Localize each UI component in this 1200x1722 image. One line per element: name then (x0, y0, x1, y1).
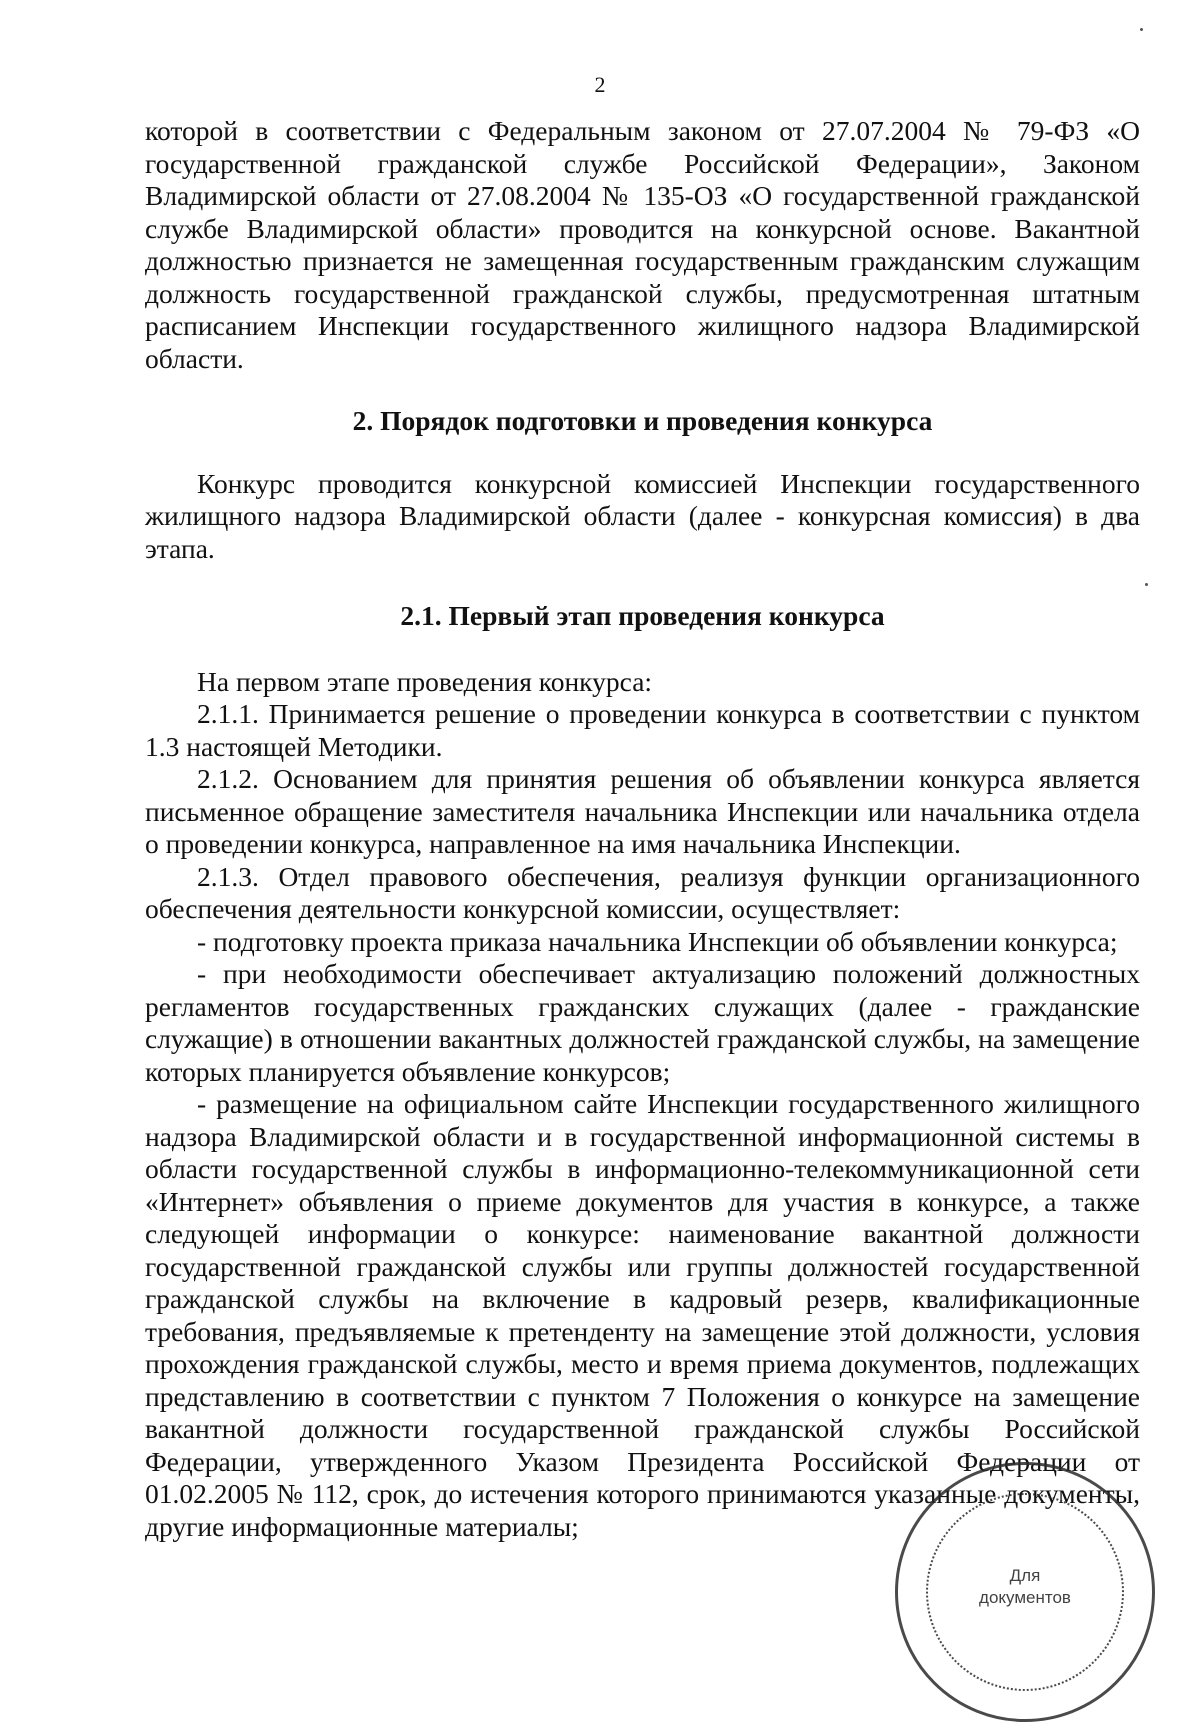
section-2-paragraph: Конкурс проводится конкурсной комиссией Инспекции государственного жилищного надзора Владимирской области (далее - конкурсная комиссия) в два этапа. (145, 467, 1140, 564)
page-number: 2 (594, 72, 606, 97)
intro-paragraph: которой в соответствии с Федеральным законом от 27.07.2004 № 79-ФЗ «О государственной гражданской службе Российской Федерации», Законом Владимирской области от 27.08.2004 № 135-ОЗ «О государственной гражданской службе Владимирской области» проводится на конкурсной основе. Вакантной должностью признается не замещенная государственным гражданским служащим должность государственной гражданской службы, предусмотренная штатным расписанием Инспекции государственного жилищного надзора Владимирской области. (145, 115, 1140, 374)
item-2-1-3: 2.1.3. Отдел правового обеспечения, реализуя функции организационного обеспечения деятельности конкурсной комиссии, осуществляет: (145, 860, 1140, 924)
bullet-item: - размещение на официальном сайте Инспекции государственного жилищного надзора Владимирской области и в государственной информационной системы в области государственной службы в информационно-телекоммуникационной сети «Интернет» объявления о приеме документов для участия в конкурсе, а также следующей информации о конкурсе: наименование вакантной должности государственной гражданской службы или группы должностей государственной гражданской службы на включение в кадровый резерв, квалификационные требования, предъявляемые к претенденту на замещение этой должности, условия прохождения гражданской службы, место и время приема документов, подлежащих представлению в соответствии с пунктом 7 Положения о конкурсе на замещение вакантной должности государственной гражданской службы Российской Федерации, утвержденного Указом Президента Российской Федерации от 01.02.2005 № 112, срок, до истечения которого принимаются указанные документы, другие информационные материалы; (145, 1088, 1140, 1542)
stamp-text-line: документов (979, 1588, 1071, 1607)
stamp-text-line: Для (1009, 1566, 1041, 1585)
item-2-1-2: 2.1.2. Основанием для принятия решения об объявлении конкурса является письменное обращение заместителя начальника Инспекции или начальника отдела о проведении конкурса, направленное на имя начальника Инспекции. (145, 763, 1140, 859)
section-2-1-heading: 2.1. Первый этап проведения конкурса (400, 600, 885, 631)
scan-speck (1140, 28, 1143, 31)
section-2-1-lead: На первом этапе проведения конкурса: (197, 665, 653, 697)
official-stamp (895, 1462, 1155, 1722)
section-2-heading: 2. Порядок подготовки и проведения конкурса (352, 405, 933, 436)
bullet-item: - подготовку проекта приказа начальника Инспекции об объявлении конкурса; (197, 925, 1118, 957)
bullet-item: - при необходимости обеспечивает актуализацию положений должностных регламентов государственных гражданских служащих (далее - гражданские служащие) в отношении вакантных должностей гражданской службы, на замещение которых планируется объявление конкурсов; (145, 958, 1140, 1087)
item-2-1-1: 2.1.1. Принимается решение о проведении конкурса в соответствии с пунктом 1.3 настоящей Методики. (145, 698, 1140, 762)
document-body (145, 115, 1140, 1543)
stamp-center-text (898, 1565, 1152, 1609)
scan-speck (1145, 583, 1148, 586)
